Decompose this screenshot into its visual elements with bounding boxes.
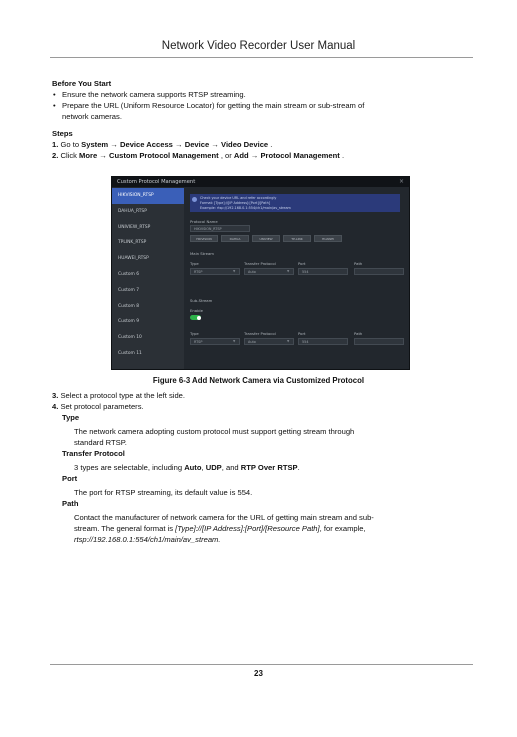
chevron-down-icon: ▼ xyxy=(287,269,290,273)
enable-label: Enable xyxy=(190,308,203,313)
chevron-down-icon: ▼ xyxy=(233,339,236,343)
protocol-item-custom-8[interactable]: Custom 8 xyxy=(118,303,140,309)
step-2: 2. Click More → Custom Protocol Management , or Add → Protocol Management . xyxy=(52,151,345,160)
protocol-name-input[interactable]: HIKVISION_RTSP xyxy=(190,225,250,232)
figure-caption: Figure 6-3 Add Network Camera via Customized Protocol xyxy=(152,376,365,385)
protocol-item-custom-7[interactable]: Custom 7 xyxy=(118,287,140,293)
protocol-item-custom-9[interactable]: Custom 9 xyxy=(118,319,140,325)
page-header-title: Network Video Recorder User Manual xyxy=(161,40,356,52)
step-4: 4. Set protocol parameters. xyxy=(52,402,144,411)
close-icon[interactable]: × xyxy=(398,178,404,185)
custom-protocol-dialog xyxy=(111,176,410,370)
info-icon xyxy=(192,197,197,202)
bullet-item: • Ensure the network camera supports RTSP streaming. xyxy=(52,89,470,100)
protocol-item-custom-6[interactable]: Custom 6 xyxy=(118,271,140,277)
main-port-input[interactable]: 554 xyxy=(298,268,348,275)
bullet-item-continued: network cameras. xyxy=(62,112,122,121)
main-path-col: Path xyxy=(354,261,363,266)
main-path-input[interactable] xyxy=(354,268,404,275)
sub-stream-label: Sub-Stream xyxy=(190,298,213,303)
enable-toggle[interactable] xyxy=(190,315,201,320)
step-2-path-more: More → Custom Protocol Management xyxy=(79,151,219,160)
path-text-2: stream. The general format is [Type]://[IP Address]:[Port]/[Resource Path], for example, xyxy=(74,524,366,533)
step-1: 1. Go to System → Device Access → Device → Video Device . xyxy=(52,140,273,149)
sub-port-col: Port xyxy=(298,331,306,336)
type-text-1: The network camera adopting custom protocol must support getting stream through xyxy=(74,427,355,436)
preset-tplink-button[interactable]: TP-LINK xyxy=(283,235,311,242)
protocol-list xyxy=(112,188,184,369)
sub-port-input[interactable]: 554 xyxy=(298,338,348,345)
preset-uniview-button[interactable]: UNIVIEW xyxy=(252,235,280,242)
type-heading: Type xyxy=(62,413,80,422)
protocol-item-custom-10[interactable]: Custom 10 xyxy=(118,335,142,341)
footer-divider xyxy=(50,664,473,665)
transfer-protocol-heading: Transfer Protocol xyxy=(62,449,125,458)
path-heading: Path xyxy=(62,499,79,508)
sub-path-input[interactable] xyxy=(354,338,404,345)
chevron-down-icon: ▼ xyxy=(233,269,236,273)
type-text-2: standard RTSP. xyxy=(74,438,127,447)
note-line: Check your device URL and refer accordingly xyxy=(200,196,277,200)
sub-type-col: Type xyxy=(190,331,199,336)
parameters-section xyxy=(52,390,470,545)
bullet-item: • Prepare the URL (Uniform Resource Locator) for getting the main stream or sub-stream of xyxy=(52,100,470,111)
protocol-name-label: Protocol Name xyxy=(190,219,218,224)
sub-transfer-select[interactable]: Auto xyxy=(244,338,294,345)
preset-huawei-button[interactable]: HUAWEI xyxy=(314,235,342,242)
step-1-path: System → Device Access → Device → Video Device xyxy=(81,140,269,149)
preset-dahua-button[interactable]: DAHUA xyxy=(221,235,249,242)
header-divider xyxy=(50,57,473,58)
sub-transfer-col: Transfer Protocol xyxy=(244,331,276,336)
transfer-protocol-text: 3 types are selectable, including Auto, UDP, and RTP Over RTSP. xyxy=(74,463,300,472)
dialog-title-bar xyxy=(112,177,409,187)
note-line: Format: [Type]://[IP Address]:[Port]/[Path] xyxy=(200,201,271,205)
steps-heading: Steps xyxy=(52,129,73,138)
info-note xyxy=(190,194,400,212)
port-text: The port for RTSP streaming, its default value is 554. xyxy=(74,488,253,497)
protocol-settings-panel xyxy=(186,188,409,369)
page-number: 23 xyxy=(254,669,263,678)
main-transfer-select[interactable]: Auto xyxy=(244,268,294,275)
before-you-start-heading: Before You Start xyxy=(52,79,112,88)
sub-path-col: Path xyxy=(354,331,363,336)
main-port-col: Port xyxy=(298,261,306,266)
step-3: 3. Select a protocol type at the left side. xyxy=(52,391,185,400)
port-heading: Port xyxy=(62,474,78,483)
main-stream-label: Main Stream xyxy=(190,251,215,256)
protocol-item-custom-11[interactable]: Custom 11 xyxy=(118,350,142,356)
path-text-3: rtsp://192.168.0.1:554/ch1/main/av_stream. xyxy=(74,535,221,544)
dialog-title: Custom Protocol Management xyxy=(117,179,196,185)
protocol-item-tplink[interactable]: TPLINK_RTSP xyxy=(118,240,147,246)
protocol-item-hikvision[interactable]: HIKVISION_RTSP xyxy=(112,188,184,204)
protocol-item-uniview[interactable]: UNIVIEW_RTSP xyxy=(118,224,151,230)
preset-hikvision-button[interactable]: HIKVISION xyxy=(190,235,218,242)
protocol-item-huawei[interactable]: HUAWEI_RTSP xyxy=(118,256,149,262)
step-2-path-add: Add → Protocol Management xyxy=(233,151,340,160)
intro-section xyxy=(52,78,470,161)
main-type-select[interactable]: RTSP xyxy=(190,268,240,275)
path-text-1: Contact the manufacturer of network camera for the URL of getting main stream and sub- xyxy=(74,513,374,522)
note-line: Example: rtsp://192.168.0.1:554/ch1/main/av_stream xyxy=(200,206,291,210)
sub-type-select[interactable]: RTSP xyxy=(190,338,240,345)
protocol-item-dahua[interactable]: DAHUA_RTSP xyxy=(118,208,147,214)
main-type-col: Type xyxy=(190,261,199,266)
chevron-down-icon: ▼ xyxy=(287,339,290,343)
main-transfer-col: Transfer Protocol xyxy=(244,261,276,266)
